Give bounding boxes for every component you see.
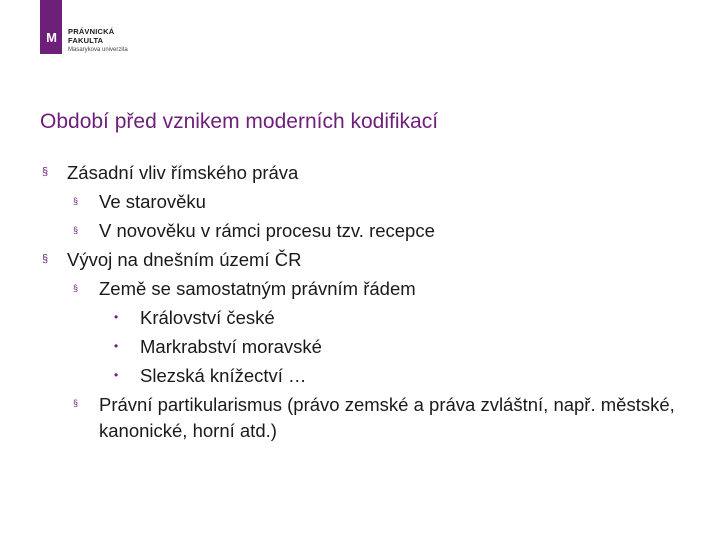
slide-title: Období před vznikem moderních kodifikací <box>40 110 439 133</box>
list-item <box>40 216 680 245</box>
dot-bullet-icon: • <box>114 339 119 353</box>
list-item-text: Vývoj na dnešním území ČR <box>67 249 302 270</box>
logo-university-name: Masarykova univerzita <box>68 47 128 53</box>
section-bullet-icon: § <box>73 398 79 408</box>
section-bullet-icon: § <box>42 253 49 265</box>
list-item-text: Slezská knížectví … <box>140 365 307 386</box>
section-bullet-icon: § <box>42 166 49 178</box>
list-item-text: Ve starověku <box>99 191 206 212</box>
section-bullet-icon: § <box>73 196 79 206</box>
list-item-text: Země se samostatným právním řádem <box>99 278 416 299</box>
list-item <box>40 158 680 187</box>
list-item-text: Právní partikularismus (právo zemské a práva zvláštní, např. městské, kanonické, horní atd.) <box>99 394 675 441</box>
list-item-text: Království české <box>140 307 275 328</box>
logo-text <box>68 27 128 55</box>
list-item <box>40 303 680 332</box>
list-item-text: V novověku v rámci procesu tzv. recepce <box>99 220 435 241</box>
list-item <box>40 245 680 274</box>
list-item <box>40 332 680 361</box>
list-item <box>40 390 680 444</box>
section-bullet-icon: § <box>73 225 79 235</box>
list-item-text: Markrabství moravské <box>140 336 322 357</box>
section-bullet-icon: § <box>73 283 79 293</box>
bullet-list <box>40 158 680 444</box>
list-item <box>40 361 680 390</box>
muni-logo-icon: M <box>46 30 56 45</box>
dot-bullet-icon: • <box>114 368 119 382</box>
logo-faculty-name-1: PRÁVNICKÁ <box>68 27 115 36</box>
list-item <box>40 274 680 303</box>
list-item <box>40 187 680 216</box>
logo-bar <box>40 0 62 54</box>
list-item-text: Zásadní vliv římského práva <box>67 162 299 183</box>
logo-faculty-name-2: FAKULTA <box>68 36 104 45</box>
faculty-logo <box>40 0 160 60</box>
dot-bullet-icon: • <box>114 310 119 324</box>
